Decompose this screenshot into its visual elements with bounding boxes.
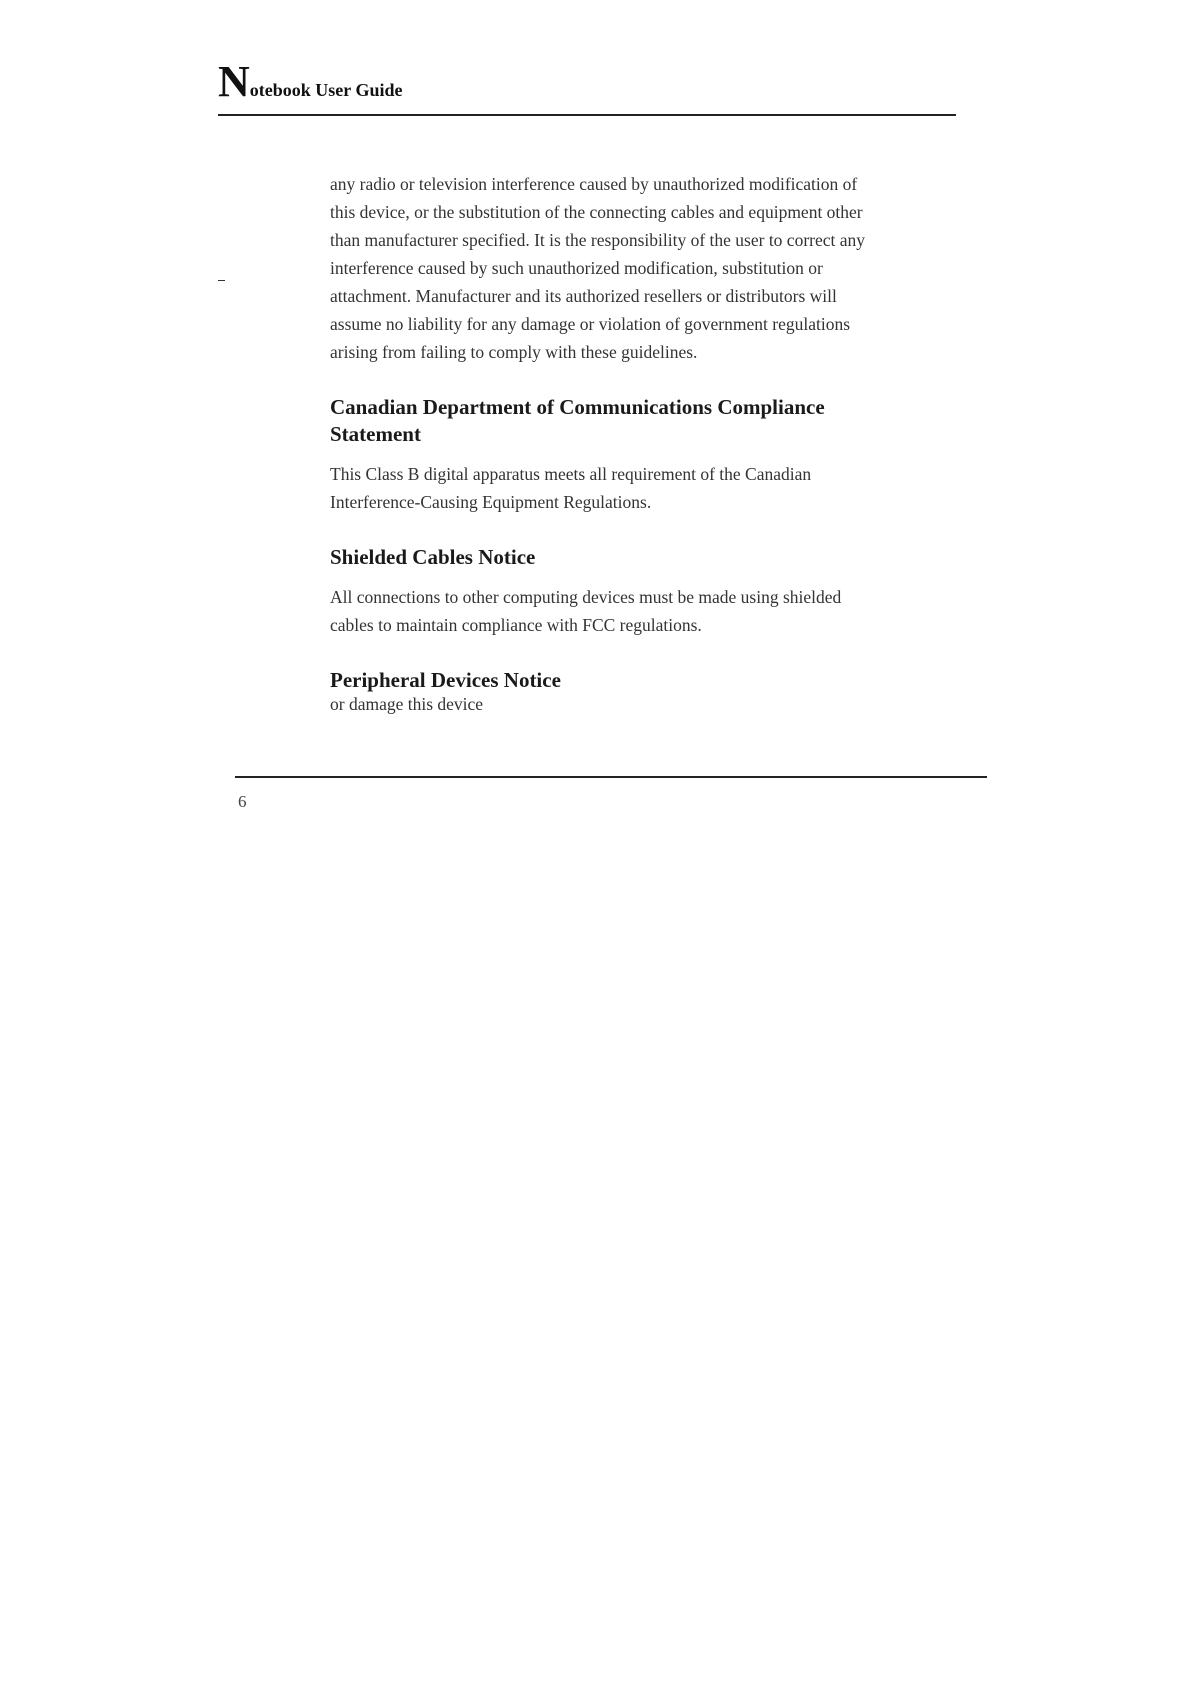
page-number: 6 (238, 792, 247, 811)
paragraph-line: cables to maintain compliance with FCC regulations. (330, 615, 702, 635)
paragraph-line: This Class B digital apparatus meets all requirement of the Canadian (330, 464, 812, 484)
section-heading: Shielded Cables Notice (330, 545, 536, 569)
running-header (218, 57, 403, 106)
footer-rule (235, 776, 987, 778)
section-canadian-compliance (330, 394, 950, 516)
paragraph-line: than manufacturer specified. It is the responsibility of the user to correct any (330, 230, 866, 250)
paragraph-line: this device, or the substitution of the connecting cables and equipment other (330, 202, 863, 222)
paragraph-line: assume no liability for any damage or violation of government regulations (330, 314, 851, 334)
section-heading: Canadian Department of Communications Compliance (330, 395, 825, 419)
header-title: otebook User Guide (249, 80, 403, 100)
section-peripheral-devices (330, 667, 950, 714)
paragraph-line: interference caused by such unauthorized modification, substitution or (330, 258, 823, 278)
intro-paragraph (330, 170, 950, 366)
paragraph-line: arising from failing to comply with these guidelines. (330, 342, 698, 362)
paragraph-line: Interference-Causing Equipment Regulations. (330, 492, 652, 512)
margin-mark (218, 280, 225, 281)
paragraph-line: any radio or television interference caused by unauthorized modification of (330, 174, 858, 194)
paragraph-line: All connections to other computing devices must be made using shielded (330, 587, 842, 607)
header-rule (218, 114, 956, 116)
page-body (330, 170, 950, 714)
section-heading: Peripheral Devices Notice (330, 668, 561, 692)
header-initial: N (218, 57, 250, 106)
paragraph-line: or damage this device (330, 694, 484, 714)
paragraph-line: attachment. Manufacturer and its authorized resellers or distributors will (330, 286, 837, 306)
section-shielded-cables (330, 544, 950, 639)
section-heading: Statement (330, 422, 421, 446)
